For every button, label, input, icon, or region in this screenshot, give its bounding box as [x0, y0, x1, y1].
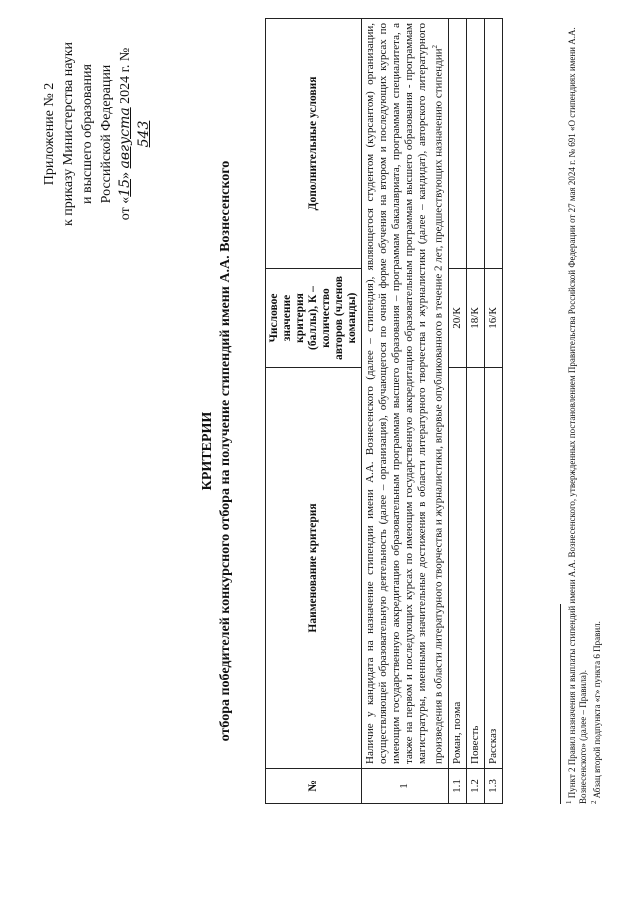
footnote-1-text: Пункт 2 Правил назначения и выплаты стипендий имени А.А. Вознесенского, утвержденных постановлением Правительства Российской Федерации от 27 мая 2024 г. № 691 «О стипендиях имени А.А. Вознесенского» (далее – Правила). [567, 27, 588, 804]
header-name: Наименование критерия [266, 368, 362, 769]
appendix-line1: к приказу Министерства науки [61, 41, 76, 227]
table-header-row [266, 19, 362, 804]
order-number: 543 [136, 120, 152, 148]
row-score: 16/К [484, 269, 502, 368]
row1-num: 1 [362, 769, 449, 804]
appendix-date-line [116, 34, 154, 234]
table-row [484, 19, 502, 804]
document-subtitle: отбора победителей конкурсного отбора на получение стипендий имени А.А. Вознесенского [218, 160, 233, 742]
row-num: 1.2 [466, 769, 484, 804]
footnote-1-mark: 1 [565, 800, 573, 804]
row-score: 18/К [466, 269, 484, 368]
document-title: КРИТЕРИИ [200, 411, 215, 491]
table-row [466, 19, 484, 804]
row1-footnote-mark: 2 [431, 45, 439, 49]
appendix-line2: и высшего образования [80, 64, 95, 204]
criteria-table [265, 18, 503, 804]
appendix-block [40, 34, 154, 234]
header-score: Числовое значение критерия (баллы), К – количество авторов (членов команды) [266, 269, 362, 368]
footnote-2-mark: 2 [590, 800, 598, 804]
row-score: 20/К [448, 269, 466, 368]
row-name: Роман, поэма [448, 368, 466, 769]
row-conditions [448, 19, 466, 269]
row1-text: Наличие у кандидата на назначение стипендии имени А.А. Вознесенского (далее – стипендия), являющегося студентом (курсантом) организации, осуществляющей образовательную деятельность (далее – организация), обучающегося по очной форме обучения на втором и последующих курсах по имеющим государственную аккредитацию образовательным программам высшего образования – программам бакалавриата, программам специалитета, а также на первом и последующих курсах по имеющим государственную аккредитацию образовательным программам высшего образования - программам магистратуры, именными значительные достижения в области литературного творчества и журналистики (далее – кандидат), авторского литературного произведения в области литературного творчества и журналистики, впервые опубликованного в течение 2 лет, предшествующих назначению стипендии [364, 23, 445, 764]
row1-text-cell [362, 19, 449, 769]
row-name: Рассказ [484, 368, 502, 769]
date-year: 2024 г. № [118, 47, 133, 108]
header-conditions: Дополнительные условия [266, 19, 362, 269]
footnote-2-text: Абзац второй подпункта «г» пункта 6 Правил. [592, 621, 602, 801]
date-mid: » [118, 168, 133, 179]
date-day: 15 [117, 178, 133, 197]
row-num: 1.1 [448, 769, 466, 804]
footnote-2 [589, 24, 603, 804]
table-row-1 [362, 19, 449, 804]
row-conditions [466, 19, 484, 269]
date-prefix: от « [118, 196, 133, 221]
footnote-1 [564, 24, 589, 804]
appendix-line3: Российской Федерации [99, 64, 114, 204]
header-num: № [266, 769, 362, 804]
footnotes [560, 24, 603, 804]
row-num: 1.3 [484, 769, 502, 804]
row-name: Повесть [466, 368, 484, 769]
footnote-divider [560, 604, 561, 804]
appendix-title: Приложение № 2 [42, 82, 57, 186]
date-month: августа [117, 107, 133, 169]
table-row [448, 19, 466, 804]
row-conditions [484, 19, 502, 269]
